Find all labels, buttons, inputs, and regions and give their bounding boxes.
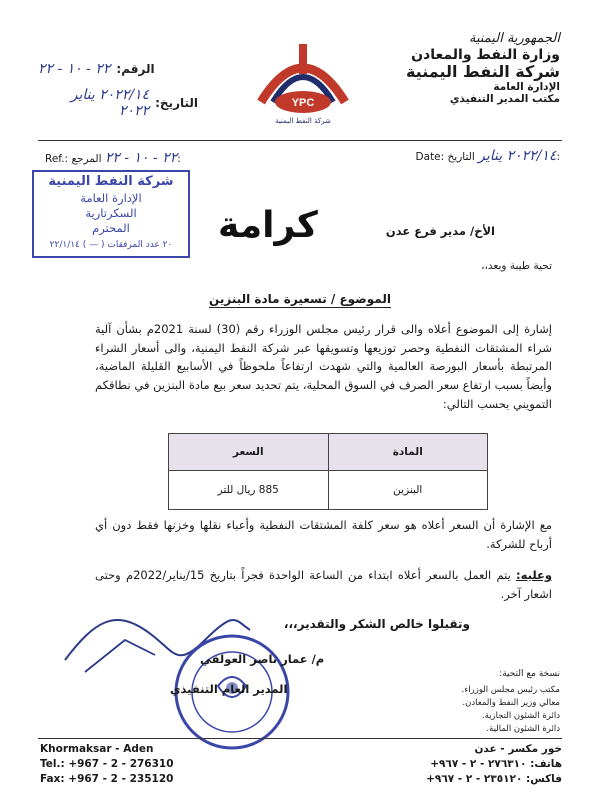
list-item: معالي وزير النفط والمعادن. <box>462 698 560 709</box>
cc-list <box>410 668 560 737</box>
signatory-title: المدير العام التنفيذي <box>170 682 288 696</box>
footer-address-ar: خور مكسر - عدن <box>474 743 562 755</box>
greeting: تحية طيبة وبعد،، <box>481 260 552 272</box>
footer-address: Khormaksar - Aden <box>40 743 154 755</box>
ministry-title: وزارة النفط والمعادن <box>411 46 560 63</box>
body-paragraph-1: إشارة إلى الموضوع أعلاه والى قرار رئيس مجلس الوزراء رقم (30) لسنة 2021م بشأن آلية شراء المشتقات النفطية وحصر توزيعها وتسويقها عبر شركة النفط اليمنية، والى أسعار الشراء المرتبطة بأسعار البورصة العالمية والتي شهدت ارتفاعاً ملحوظاً في الأسابيع القليلة الماضية، وأيضاً بسبب ارتفاع سعر الصرف في السوق المحلية، يتم تحديد سعر بيع مادة البنزين في نطاقكم التمويني بحسب التالي: <box>95 322 552 411</box>
list-item: مكتب رئيس مجلس الوزراء. <box>461 684 560 695</box>
ypc-logo-icon <box>247 40 359 126</box>
signatory-name: م/ عمار ناصر العولقي <box>200 652 325 666</box>
date-value: ٢٠٢٢/١٤ يناير ٢٠٢٢ <box>70 87 150 119</box>
stamp-line-3: السكرتارية <box>85 205 137 220</box>
handwritten-note: كرامة <box>218 205 318 246</box>
ref-value: ٢٢ - ١٠ - ٢٢ <box>104 150 178 166</box>
stamp-line-2: الإدارة العامة <box>80 190 142 205</box>
received-stamp <box>32 170 190 258</box>
date-ar-label: التاريخ: <box>447 151 560 163</box>
stamp-line-1: شركة النفط اليمنية <box>48 174 174 189</box>
body3-label: وعليه: <box>516 568 553 582</box>
price-table <box>168 433 488 510</box>
reference-field <box>45 150 181 166</box>
logo-text: YPC <box>291 97 315 109</box>
footer-tel: Tel.: +967 - 2 - 276310 <box>40 758 174 771</box>
subject-text: الموضوع / تسعيرة مادة البنزين <box>209 292 391 306</box>
logo-arabic-text: شركة النفط اليمنية <box>275 117 331 125</box>
table-header-row <box>169 434 488 471</box>
list-item: دائرة الشئون التجارية. <box>481 711 560 722</box>
table-header-cell: السعر <box>169 434 329 471</box>
republic-title: الجمهورية اليمنية <box>468 31 560 46</box>
footer-divider <box>38 738 562 739</box>
letter-meta <box>38 52 198 120</box>
body-paragraph-3 <box>95 566 552 603</box>
date-label: التاريخ: <box>155 96 198 110</box>
stamp-line-4: المحترم <box>92 220 130 235</box>
footer-fax-ar: فاكس: ٢٣٥١٢٠ - ٢ - ٩٦٧+ <box>426 773 562 786</box>
number-label: الرقم: <box>116 62 155 76</box>
administration-title: الإدارة العامة <box>493 81 560 94</box>
table-cell: 885 ريال للتر <box>169 471 329 510</box>
table-cell: البنزين <box>328 471 488 510</box>
letterhead <box>360 32 560 106</box>
recipient: الأخ/ مدير فرع عدن <box>385 224 495 238</box>
closing-line: وتقبلوا خالص الشكر والتقدير،،، <box>283 617 470 631</box>
list-item: دائرة الشئون المالية. <box>486 724 560 735</box>
date-en-value: ٢٠٢٢/١٤ يناير <box>478 148 557 164</box>
body-paragraph-2: مع الإشارة أن السعر أعلاه هو سعر كلفة المشتقات النفطية وأعباء نقلها وخزنها فقط دون أي أرباح للشركة. <box>95 518 552 551</box>
header-divider <box>38 140 562 141</box>
ref-ar-label: المرجع: <box>71 153 181 165</box>
footer-tel-ar: هاتف: ٢٧٦٣١٠ - ٢ - ٩٦٧+ <box>430 758 562 771</box>
office-title: مكتب المدير التنفيذي <box>449 93 560 106</box>
stamp-line-5: ٢٠ عدد المرفقات ( — ) ٢٢/١/١٤ <box>49 239 173 250</box>
table-header-cell: المادة <box>328 434 488 471</box>
date-en-label: Date: <box>415 151 445 163</box>
subject-line <box>0 292 600 306</box>
company-title: شركة النفط اليمنية <box>405 62 560 82</box>
number-value: ٢٢ - ١٠ - ٢٢ <box>38 61 111 77</box>
ref-label: Ref.: <box>45 153 69 165</box>
footer-contact-ar <box>426 742 562 788</box>
footer-contact-en <box>40 742 174 788</box>
cc-title: نسخة مع التحية: <box>499 669 560 679</box>
footer-fax: Fax: +967 - 2 - 235120 <box>40 773 174 786</box>
date-field <box>416 148 560 164</box>
body3-text: يتم العمل بالسعر أعلاه ابتداء من الساعة الواحدة فجراً بتاريخ 15/يناير/2022م وحتى اشعار آخر. <box>95 568 552 601</box>
table-row <box>169 471 488 510</box>
